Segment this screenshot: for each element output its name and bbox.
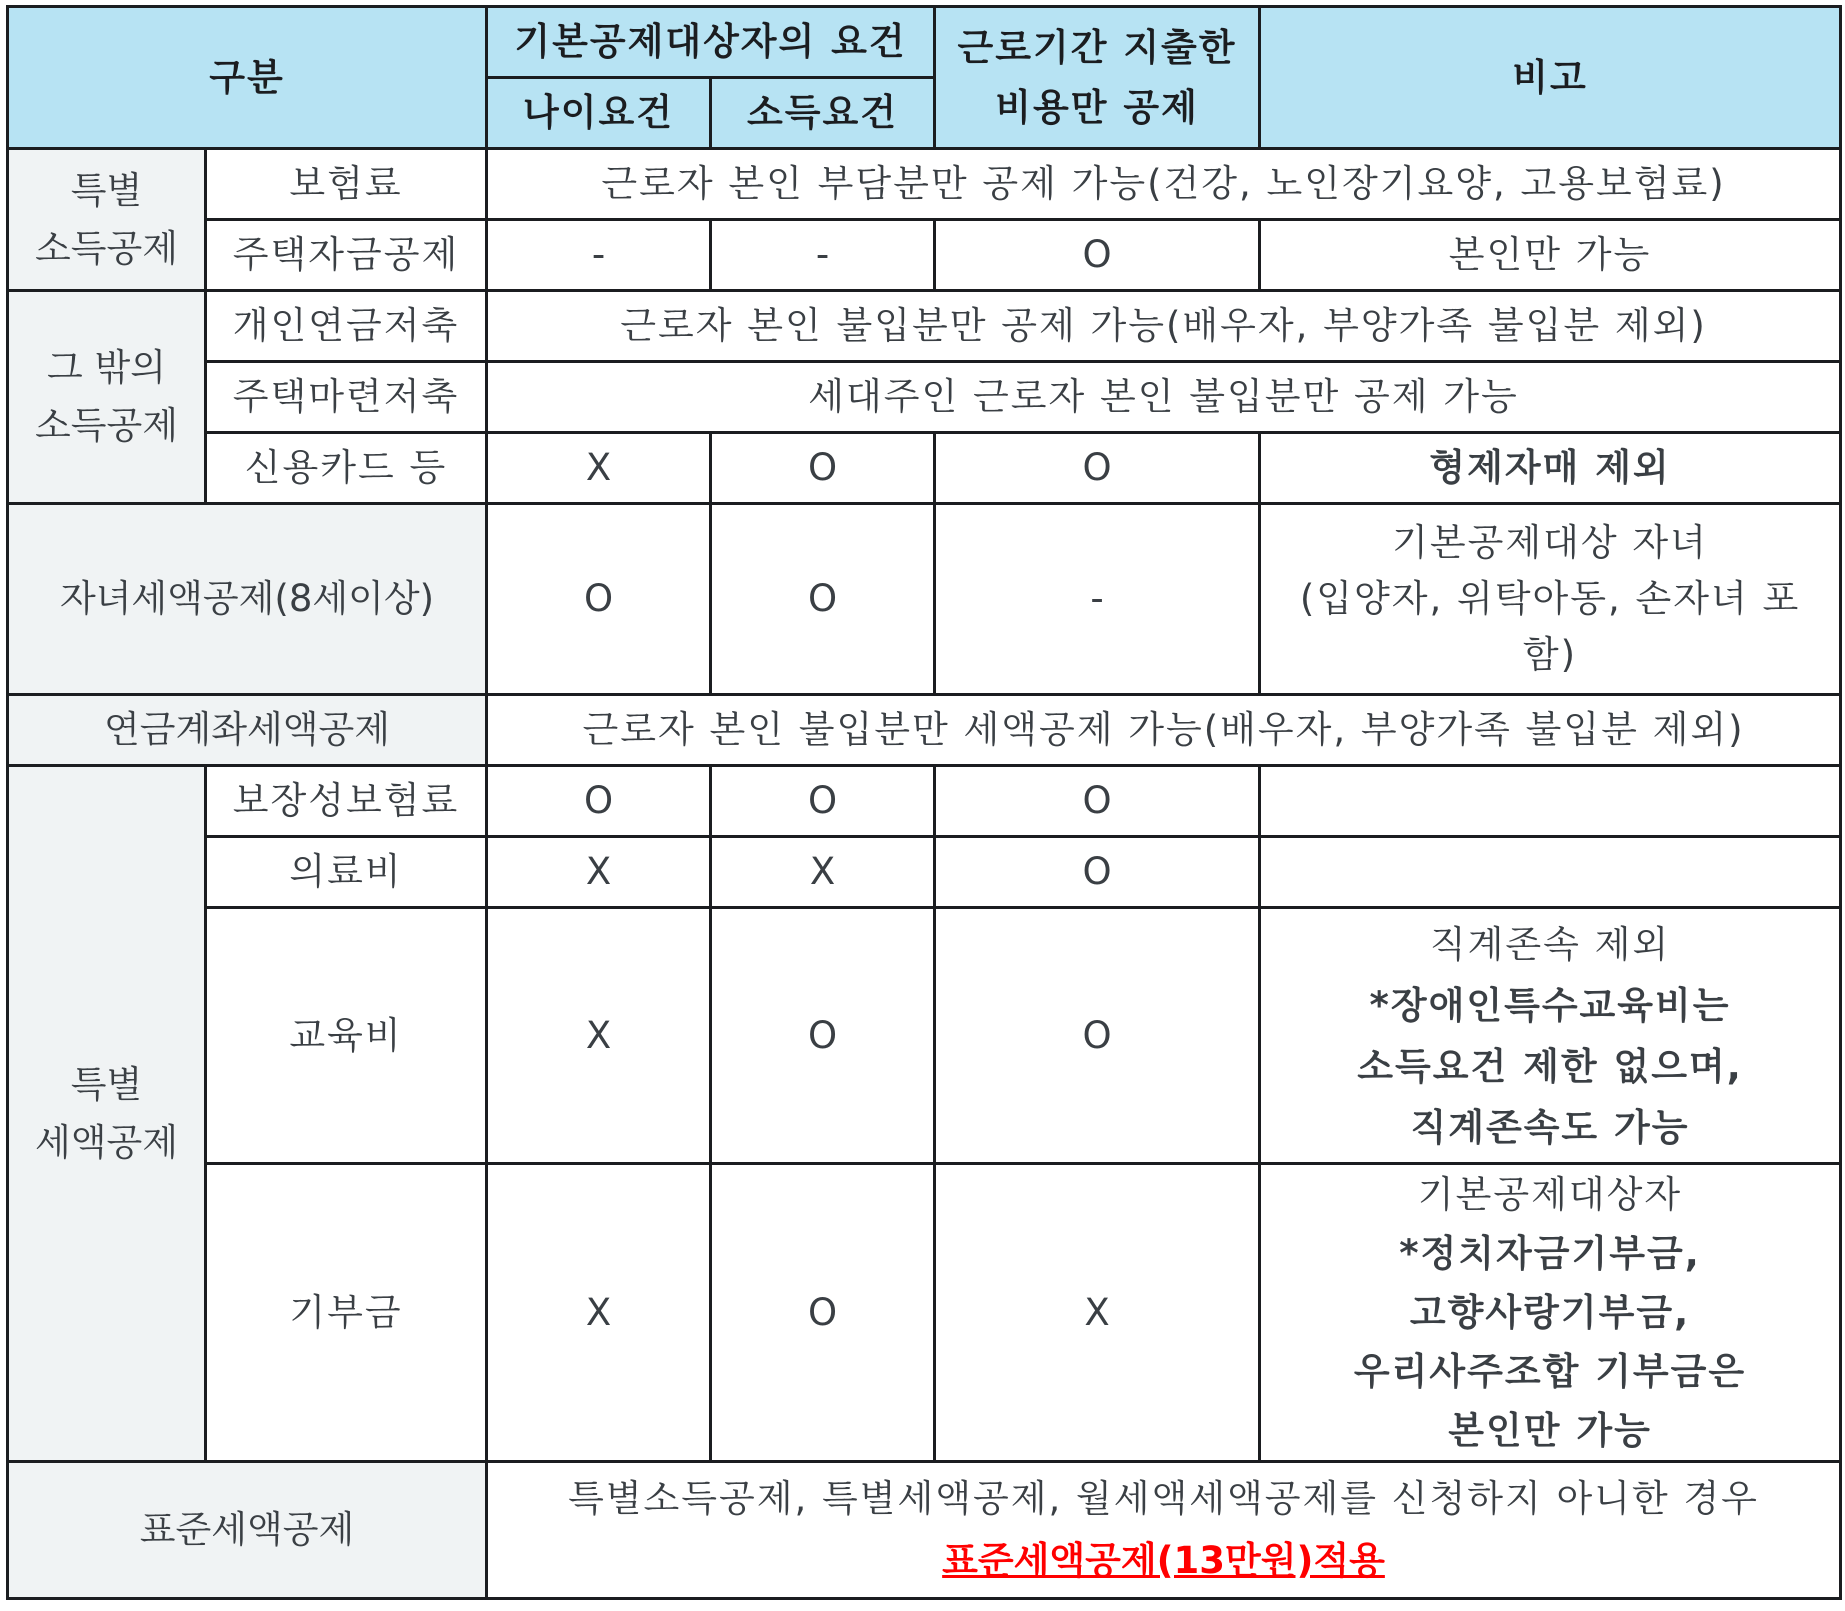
donation-remarks-line4: 우리사주조합 기부금은 bbox=[1353, 1350, 1747, 1393]
pension-account-credit-note: 근로자 본인 불입분만 세액공제 가능(배우자, 부양가족 불입분 제외) bbox=[487, 695, 1841, 766]
child-remarks-line1: 기본공제대상 자녀 bbox=[1392, 521, 1708, 564]
row-label-education: 교육비 bbox=[206, 908, 487, 1164]
header-category: 구분 bbox=[8, 7, 487, 149]
child-tax-credit-remarks bbox=[1260, 504, 1841, 695]
pension-savings-note: 근로자 본인 불입분만 공제 가능(배우자, 부양가족 불입분 제외) bbox=[487, 291, 1841, 362]
tax-deduction-table bbox=[6, 5, 1842, 1600]
child-tax-credit-age: O bbox=[487, 504, 711, 695]
donation-remarks-line1: 기본공제대상자 bbox=[1417, 1173, 1683, 1216]
protective-insurance-age: O bbox=[487, 766, 711, 837]
row-label-housing-fund: 주택자금공제 bbox=[206, 220, 487, 291]
protective-insurance-remarks bbox=[1260, 766, 1841, 837]
row-label-pension-savings: 개인연금저축 bbox=[206, 291, 487, 362]
education-remarks-line2: *장애인특수교육비는 bbox=[1369, 983, 1731, 1027]
child-tax-credit-income: O bbox=[711, 504, 935, 695]
header-remarks: 비고 bbox=[1260, 7, 1841, 149]
housing-fund-remarks: 본인만 가능 bbox=[1260, 220, 1841, 291]
education-age: X bbox=[487, 908, 711, 1164]
credit-card-period: O bbox=[935, 433, 1260, 504]
pension-account-credit-label: 연금계좌세액공제 bbox=[8, 695, 487, 766]
row-label-insurance: 보험료 bbox=[206, 149, 487, 220]
other-income-label-line2: 소득공제 bbox=[35, 404, 178, 447]
header-age: 나이요건 bbox=[487, 78, 711, 149]
donation-income: O bbox=[711, 1164, 935, 1462]
protective-insurance-income: O bbox=[711, 766, 935, 837]
medical-age: X bbox=[487, 837, 711, 908]
credit-card-remarks-text: 형제자매 제외 bbox=[1429, 446, 1671, 489]
header-period-line2: 비용만 공제 bbox=[995, 85, 1199, 129]
medical-income: X bbox=[711, 837, 935, 908]
special-tax-label-line1: 특별 bbox=[70, 1062, 143, 1106]
standard-note-line1: 특별소득공제, 특별세액공제, 월세액세액공제를 신청하지 아니한 경우 bbox=[568, 1477, 1759, 1520]
other-income-label-line1: 그 밖의 bbox=[47, 346, 166, 389]
donation-remarks-line2: *정치자금기부금, bbox=[1399, 1232, 1701, 1275]
insurance-note: 근로자 본인 부담분만 공제 가능(건강, 노인장기요양, 고용보험료) bbox=[487, 149, 1841, 220]
medical-period: O bbox=[935, 837, 1260, 908]
medical-remarks bbox=[1260, 837, 1841, 908]
education-remarks-line3: 소득요건 제한 없으며, bbox=[1357, 1044, 1743, 1088]
donation-remarks bbox=[1260, 1164, 1841, 1462]
donation-remarks-line3: 고향사랑기부금, bbox=[1409, 1291, 1691, 1334]
standard-tax-credit-label: 표준세액공제 bbox=[8, 1462, 487, 1599]
header-period-line1: 근로기간 지출한 bbox=[957, 25, 1237, 69]
education-remarks-line4: 직계존속도 가능 bbox=[1410, 1105, 1690, 1149]
special-income-label-line2: 소득공제 bbox=[35, 226, 178, 270]
child-tax-credit-label: 자녀세액공제(8세이상) bbox=[8, 504, 487, 695]
housing-savings-note: 세대주인 근로자 본인 불입분만 공제 가능 bbox=[487, 362, 1841, 433]
special-income-deduction-label bbox=[8, 149, 206, 291]
row-label-donation: 기부금 bbox=[206, 1164, 487, 1462]
special-tax-label-line2: 세액공제 bbox=[35, 1120, 178, 1164]
row-label-housing-savings: 주택마련저축 bbox=[206, 362, 487, 433]
special-tax-credit-label bbox=[8, 766, 206, 1462]
education-remarks-line1: 직계존속 제외 bbox=[1429, 922, 1671, 966]
header-income: 소득요건 bbox=[711, 78, 935, 149]
header-period bbox=[935, 7, 1260, 149]
housing-fund-income: - bbox=[711, 220, 935, 291]
other-income-deduction-label bbox=[8, 291, 206, 504]
housing-fund-period: O bbox=[935, 220, 1260, 291]
header-basic-requirements: 기본공제대상자의 요건 bbox=[487, 7, 935, 78]
education-period: O bbox=[935, 908, 1260, 1164]
credit-card-income: O bbox=[711, 433, 935, 504]
special-income-label-line1: 특별 bbox=[70, 168, 143, 212]
donation-period: X bbox=[935, 1164, 1260, 1462]
row-label-credit-card: 신용카드 등 bbox=[206, 433, 487, 504]
child-tax-credit-period: - bbox=[935, 504, 1260, 695]
education-income: O bbox=[711, 908, 935, 1164]
housing-fund-age: - bbox=[487, 220, 711, 291]
child-remarks-line2: (입양자, 위탁아동, 손자녀 포 bbox=[1299, 577, 1801, 620]
standard-tax-credit-note bbox=[487, 1462, 1841, 1599]
protective-insurance-period: O bbox=[935, 766, 1260, 837]
donation-remarks-line5: 본인만 가능 bbox=[1448, 1409, 1652, 1452]
credit-card-age: X bbox=[487, 433, 711, 504]
standard-note-line2: 표준세액공제(13만원)적용 bbox=[942, 1539, 1385, 1582]
donation-age: X bbox=[487, 1164, 711, 1462]
child-remarks-line3: 함) bbox=[1522, 633, 1578, 676]
row-label-protective-insurance: 보장성보험료 bbox=[206, 766, 487, 837]
credit-card-remarks bbox=[1260, 433, 1841, 504]
education-remarks bbox=[1260, 908, 1841, 1164]
row-label-medical: 의료비 bbox=[206, 837, 487, 908]
